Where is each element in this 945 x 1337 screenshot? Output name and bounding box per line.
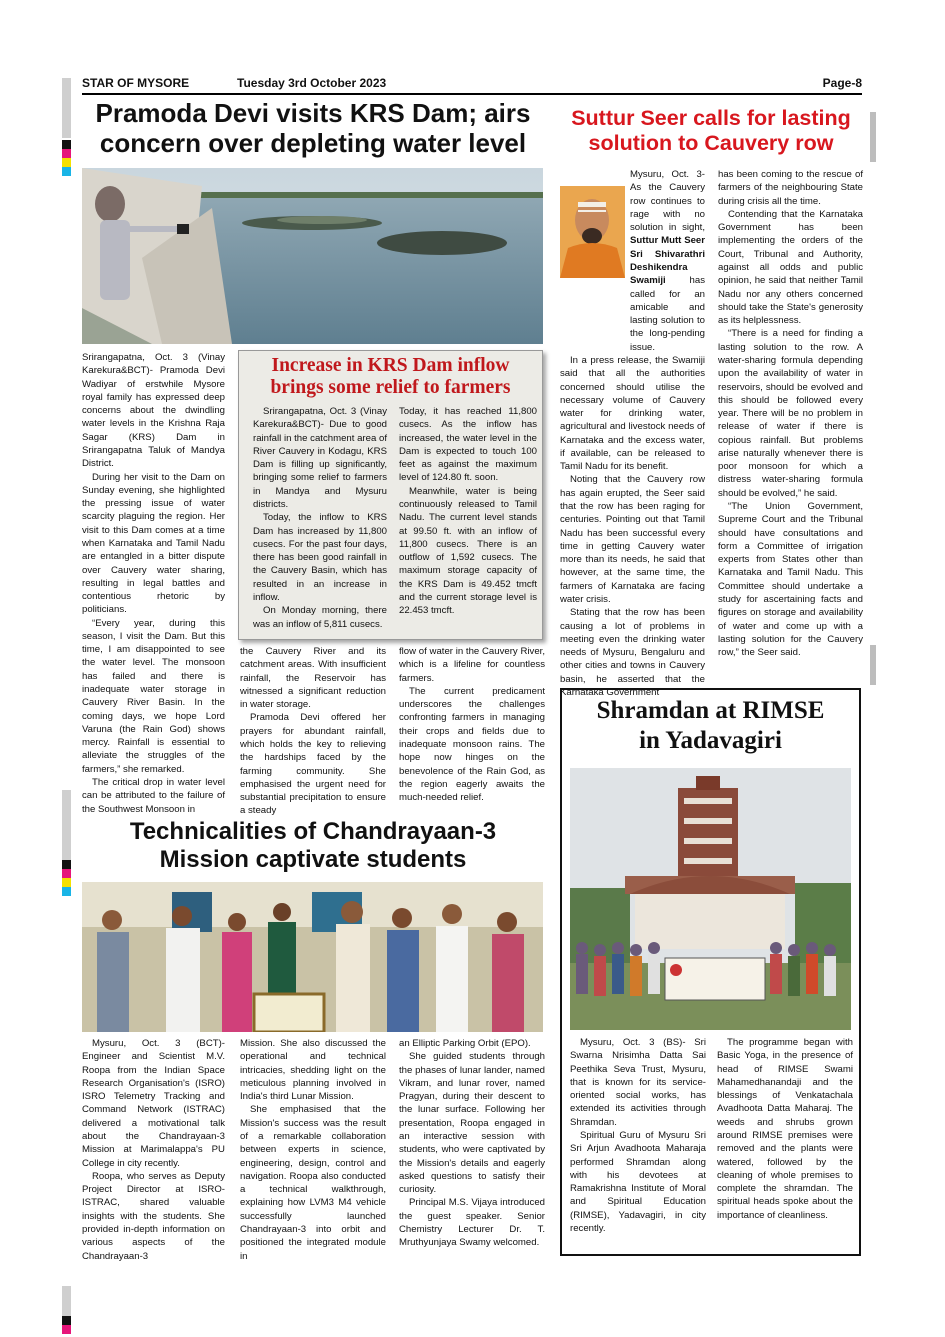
rimse-box: [560, 688, 861, 1256]
krs-visit-para: During her visit to the Dam on Sunday evening, she highlighted the pressing issue of water scarcity plaguing the region. Her visit to this Dam comes at a time when Karnataka and Tamil Nadu are entangled in a bitter dispute over Cauvery water sharing, resulting in legal battles and contentious rhetoric by politicians.: [82, 471, 225, 616]
chandrayaan-col3: [399, 1037, 545, 1250]
suttur-col1: [560, 168, 705, 699]
rimse-col2: [717, 1036, 853, 1222]
chandrayaan-para: Mysuru, Oct. 3 (BCT)- Engineer and Scientist M.V. Roopa from the Indian Space Research Organisation's (ISRO) ISRO Telemetry Tracking and Command Network (ISTRAC) delivered a motivational talk about the Chandrayaan-3 Mission at Marimalappa's PU College in city recently.: [82, 1038, 225, 1169]
print-mark-bar-bottom: [62, 1286, 71, 1316]
right-margin-mark: [870, 112, 876, 162]
chandrayaan-para: Roopa, who serves as Deputy Project Director at ISRO-ISTRAC, shared valuable insights with the students. She provided in-depth information on various aspects of the Chandrayaan-3: [82, 1170, 225, 1262]
suttur-lead-text: Mysuru, Oct. 3- As the Cauvery row continues to rage with no solution in sight,: [630, 169, 705, 234]
krs-dam-photo: [82, 168, 543, 344]
suttur-para: In a press release, the Swamiji said that all the authorities concerned should utilise the necessary volume of Cauvery water for drinking water, agricultural and livestock needs of Karnataka and the excess water, if available, can be released to Tamil Nadu for its benefit.: [560, 354, 705, 473]
rimse-col1: [570, 1036, 706, 1235]
krs-inflow-headline-line2: brings some relief to farmers: [270, 376, 511, 398]
suttur-col2: [718, 168, 863, 659]
chandrayaan-para: She emphasised that the Mission's success was the result of a remarkable collaboration between experts in science, engineering, design, control and navigation. Roopa also conducted a technical walkthrough, explaining how LVM3 M4 vehicle successfully launched Chandrayaan-3 into orbit and positioned the integrated module in: [240, 1104, 386, 1262]
rimse-headline-line2: in Yadavagiri: [639, 727, 782, 754]
color-registration-marks-top: [62, 140, 71, 176]
krs-inflow-col1: [253, 405, 387, 631]
krs-visit-para: flow of water in the Cauvery River, which is a lifeline for countless farmers.: [399, 646, 545, 684]
chandrayaan-para: She guided students through the phases of lunar lander, named Vikram, and lunar rover, named Pragyan, during their descent to the lunar surface. Following her presentation, Roopa engaged in an interactive session with students, who were captivated by the Mission's details and eagerly asked questions to satisfy their curiosity.: [399, 1051, 545, 1196]
suttur-para: Noting that the Cauvery row has again erupted, the Seer said that the row has been raging for centuries. Pointing out that Tamil Nadu has been successful every time in getting Cauvery water more than its needs, he said that however, at the same time, the farmers of Karnataka are facing water crisis.: [560, 474, 705, 605]
suttur-para: has been coming to the rescue of farmers of the neighbouring State during crisis all the time.: [718, 169, 863, 207]
suttur-lead: [560, 168, 705, 354]
chandrayaan-col1: [82, 1037, 225, 1263]
print-mark-bar-mid: [62, 790, 71, 860]
krs-visit-para: the Cauvery River and its catchment areas. With insufficient rainfall, the Reservoir has witnessed a significant reduction in water storage.: [240, 646, 386, 711]
chandrayaan-headline-line2: Mission captivate students: [159, 845, 467, 873]
issue-date: Tuesday 3rd October 2023: [237, 76, 387, 90]
print-mark-bar-top: [62, 78, 71, 138]
color-registration-marks-mid: [62, 860, 71, 896]
color-registration-marks-bottom: [62, 1316, 71, 1334]
krs-inflow-para: On Monday morning, there was an inflow of 5,811 cusecs.: [253, 605, 387, 630]
masthead-rule: [82, 93, 862, 95]
rimse-headline: [562, 696, 859, 756]
chandrayaan-col2: [240, 1037, 386, 1263]
krs-visit-col3: [399, 645, 545, 804]
suttur-headline-line1: Suttur Seer calls for lasting: [571, 106, 851, 130]
krs-visit-para: Srirangapatna, Oct. 3 (Vinay Karekura&BCT)- Pramoda Devi Wadiyar of erstwhile Mysore royal family has expressed deep concerns about the dwindling water levels in the Krishna Raja Sagar (KRS) Dam in Srirangapatna Taluk of Mandya District.: [82, 352, 225, 470]
chandrayaan-headline: [78, 818, 548, 874]
right-margin-mark-2: [870, 645, 876, 685]
krs-inflow-box: [238, 350, 543, 640]
rimse-para: The programme began with Basic Yoga, in the presence of head of RIMSE Swami Mahamedhanandaji and the blessings of Venkatachala Avadhoota Datta Maharaj. The weeds and shrubs grown around RIMSE premises were removed and the plants were watered, followed by the cleaning of whole premises to complete the shramdan. The spiritual heads spoke about the importance of cleanliness.: [717, 1037, 853, 1221]
suttur-headline: [555, 106, 867, 156]
krs-visit-headline-line1: Pramoda Devi visits KRS Dam; airs: [95, 98, 531, 128]
masthead: [82, 76, 862, 92]
krs-inflow-headline: [239, 355, 542, 399]
krs-visit-para: “Every year, during this season, I visit the Dam. But this time, I am disappointed to see the water level. The monsoon has failed and there is inadequate water storage in Cauvery River Basin. In the coming days, we hope Lord Varuna (the Rain God) shows mercy. Rainfall is essential to alleviate the struggles of the farmers,” she remarked.: [82, 617, 225, 775]
krs-inflow-para: Meanwhile, water is being continuously released to Tamil Nadu. The current level stands at 99.50 ft. with an inflow of 11,800 cusecs. There is an outflow of 1,592 cusecs. The maximum storage capacity of the KRS Dam is 49.452 tmcft and the current storage level is 22.453 tmcft.: [399, 485, 537, 617]
chandrayaan-para: an Elliptic Parking Orbit (EPO).: [399, 1038, 531, 1049]
rimse-para: Mysuru, Oct. 3 (BS)- Sri Swarna Nrisimha Datta Sai Peethika Seva Trust, Mysuru, that is known for its service-oriented social works, has extended its activities through Shramdan.: [570, 1037, 706, 1128]
rimse-para: Spiritual Guru of Mysuru Sri Sri Arjun Avadhoota Maharaja performed Shramdan along with his devotees at Ramakrishna Institute of Moral and Spiritual Education (RIMSE), Yadavagiri, in city recently.: [570, 1129, 706, 1234]
suttur-para: Contending that the Karnataka Government has been implementing the orders of the Court, Tribunal and Authority, against all odds and public opinion, he said that neither Tamil Nadu nor any others concerned should take the State's generosity as its helplessness.: [718, 208, 863, 327]
rimse-photo: [570, 768, 851, 1030]
krs-visit-para: The critical drop in water level can be attributed to the failure of the Southwest Monsoon in: [82, 777, 225, 815]
chandrayaan-group-photo: [82, 882, 543, 1032]
rimse-headline-line1: Shramdan at RIMSE: [596, 697, 825, 724]
krs-inflow-para: Today, it has reached 11,800 cusecs. As the inflow has increased, the water level in the Dam is expected to touch 100 feet as against the maximum level of 124.80 ft. soon.: [399, 406, 537, 484]
chandrayaan-para: Mission. She also discussed the operational and technical intricacies, shedding light on the meticulous planning involved in India's third Lunar Mission.: [240, 1038, 386, 1103]
krs-inflow-headline-line1: Increase in KRS Dam inflow: [271, 355, 510, 376]
krs-inflow-col2: [399, 405, 537, 618]
krs-inflow-para: Srirangapatna, Oct. 3 (Vinay Karekura&BCT)- Due to good rainfall in the catchment area of River Cauvery in Kodagu, KRS Dam is filling up significantly, bringing some relief to farmers in Mandya and Mysuru districts.: [253, 406, 387, 510]
krs-visit-col2: [240, 645, 386, 818]
krs-visit-para: Pramoda Devi offered her prayers for abundant rainfall, which holds the key to relieving the hardships faced by the farming community. She emphasised the urgent need for substantial precipitation to ensure a steady: [240, 712, 386, 817]
krs-visit-para: The current predicament underscores the challenges confronting farmers in managing their crops and fields due to inadequate monsoon rains. The hope now hinges on the benevolence of the Rain God, as the region eagerly awaits the much-needed relief.: [399, 685, 545, 804]
suttur-seer-name: Suttur Mutt Seer Sri Shivarathri Deshikendra Swamiji: [630, 235, 705, 287]
suttur-para: “There is a need for finding a lasting solution to the row. A water-sharing formula depending upon the availability of water in reservoirs, should be evolved and this should be followed every year. There will be no problem in release of water if there is copious rainfall. But problems arise naturally whenever there is poor monsoon for which a distress water-sharing formula should be evolved,” he said.: [718, 328, 863, 499]
publication-name: STAR OF MYSORE: [82, 76, 190, 90]
page-number: Page-8: [822, 76, 862, 90]
chandrayaan-headline-line1: Technicalities of Chandrayaan-3: [129, 818, 497, 845]
krs-visit-col1: [82, 351, 225, 816]
suttur-lead-tail: has called for an amicable and lasting solution to the long-pending issue.: [630, 275, 705, 353]
suttur-para: Stating that the row has been causing a lot of problems in meeting even the drinking water needs of Mysuru, Bengaluru and other cities and towns in Cauvery basin, he asserted that the Karnataka Government: [560, 607, 705, 698]
krs-visit-headline: [78, 98, 548, 158]
suttur-para: “The Union Government, Supreme Court and the Tribunal should have consultations and form a Committee of irrigation experts from States other than Karnataka and Tamil Nadu. This Committee should undertake a study for ascertaining facts and figures on storage and availability of water and come up with a lasting solution for the Cauvery row,” the Seer said.: [718, 501, 863, 659]
krs-inflow-para: Today, the inflow to KRS Dam has increased by 11,800 cusecs. For the past four days, there has been good rainfall in the Cauvery Basin, which has resulted in an increase in inflow.: [253, 512, 387, 603]
krs-visit-headline-line2: concern over depleting water level: [99, 128, 527, 159]
suttur-headline-line2: solution to Cauvery row: [588, 130, 834, 155]
chandrayaan-para: Principal M.S. Vijaya introduced the guest speaker. Senior Chemistry Lecturer Dr. T. Mruthyunjaya Swamy welcomed.: [399, 1197, 545, 1249]
